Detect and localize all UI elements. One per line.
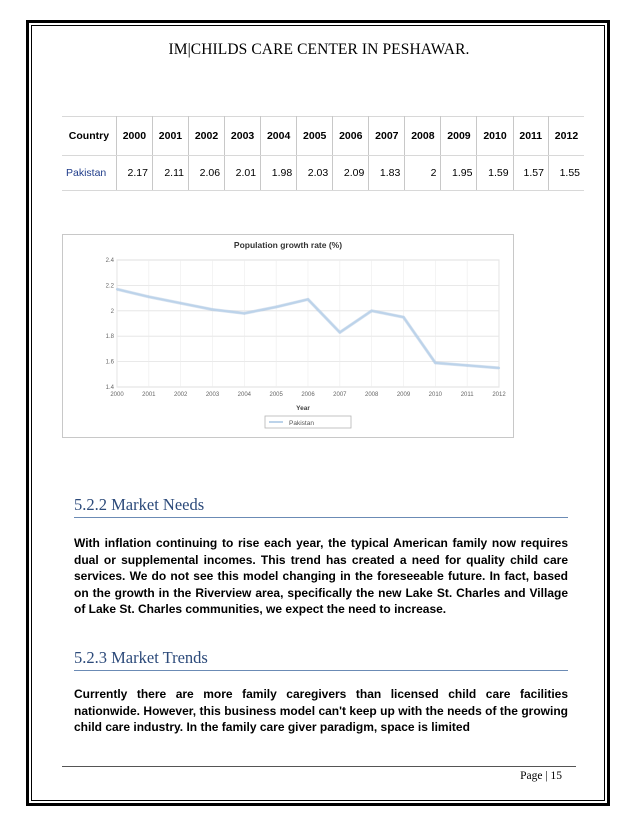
market-needs-paragraph: With inflation continuing to rise each year, the typical American family now requires dual or supplemental incomes. This trend has created a need for quality child care services. We do not see this model changing in the foreseeable future. In fact, based on the growth in the Riverview area, specifically the new Lake St. Charles and Village of Lake St. Charles communities, we expect the need to increase. [74, 536, 568, 616]
x-tick-label: 2004 [237, 392, 252, 398]
population-growth-chart [62, 234, 514, 438]
data-point [466, 364, 468, 366]
table-row [62, 156, 584, 191]
table-cell: 2.03 [297, 156, 333, 191]
table-cell: 2.11 [152, 156, 188, 191]
table-cell-country: Pakistan [62, 156, 116, 191]
table-cell: 2.01 [225, 156, 261, 191]
y-tick-label: 1.6 [105, 359, 114, 366]
x-tick-label: 2001 [142, 392, 156, 398]
section-divider [74, 517, 568, 518]
table-cell: 1.59 [477, 156, 513, 191]
x-tick-label: 2011 [460, 392, 474, 398]
table-header-cell: 2003 [225, 117, 261, 156]
chart-x-ticks [110, 392, 506, 398]
section-divider [74, 670, 568, 671]
table-cell: 2.17 [116, 156, 152, 191]
table-cell: 2.06 [188, 156, 224, 191]
data-point [211, 308, 213, 310]
growth-rate-table [62, 116, 584, 191]
data-point [116, 288, 118, 290]
table-header-cell: Country [62, 117, 116, 156]
table-header-cell: 2010 [477, 117, 513, 156]
table-cell: 1.98 [261, 156, 297, 191]
table-header-cell: 2006 [333, 117, 369, 156]
x-tick-label: 2008 [364, 392, 379, 398]
data-point [307, 298, 309, 300]
x-tick-label: 2003 [205, 392, 220, 398]
x-tick-label: 2000 [110, 392, 124, 398]
chart-canvas [63, 235, 513, 437]
table-cell: 1.83 [369, 156, 405, 191]
table-header-cell: 2011 [513, 117, 548, 156]
table-header-cell: 2005 [297, 117, 333, 156]
table-header-cell: 2008 [405, 117, 441, 156]
data-point [339, 331, 341, 333]
data-point [180, 302, 182, 304]
y-tick-label: 2.4 [105, 258, 114, 264]
table-header-row [62, 117, 584, 156]
x-tick-label: 2009 [396, 392, 411, 398]
chart-legend [265, 416, 351, 428]
market-trends-paragraph: Currently there are more family caregivers than licensed child care facilities nationwide. However, this business model can't keep up with the needs of the growing child care industry. In the family care giver paradigm, space is limited [74, 687, 568, 734]
table-header-cell: 2002 [188, 117, 224, 156]
y-tick-label: 1.8 [105, 334, 114, 341]
footer-divider [62, 766, 576, 767]
table-header-cell: 2004 [261, 117, 297, 156]
data-point [402, 316, 404, 318]
chart-title: Population growth rate (%) [233, 240, 343, 250]
table-header-cell: 2012 [548, 117, 584, 156]
table-cell: 1.57 [513, 156, 548, 191]
data-point [243, 312, 245, 314]
table-cell: 1.95 [441, 156, 477, 191]
table-header-cell: 2000 [116, 117, 152, 156]
table-cell: 2.09 [333, 156, 369, 191]
table-header-cell: 2007 [369, 117, 405, 156]
legend-label: Pakistan [289, 420, 314, 427]
section-heading-market-needs: 5.2.2 Market Needs [74, 495, 205, 514]
section-heading-market-trends: 5.2.3 Market Trends [74, 648, 208, 667]
table-cell: 1.55 [548, 156, 584, 191]
x-tick-label: 2006 [301, 392, 315, 398]
chart-x-axis-label: Year [296, 405, 310, 412]
x-tick-label: 2002 [173, 392, 188, 398]
data-point [498, 367, 500, 369]
x-tick-label: 2010 [428, 392, 443, 398]
y-tick-label: 2 [110, 308, 114, 315]
chart-gridlines [117, 260, 499, 387]
data-point [434, 362, 436, 364]
y-tick-label: 2.2 [105, 283, 114, 290]
data-point [275, 306, 277, 308]
page-header-title: IM|CHILDS CARE CENTER IN PESHAWAR. [168, 41, 470, 58]
chart-y-ticks [106, 258, 115, 391]
page-number: Page | 15 [520, 770, 562, 782]
x-tick-label: 2007 [333, 392, 347, 398]
table-cell: 2 [405, 156, 441, 191]
data-point [148, 296, 150, 298]
data-point [371, 310, 373, 312]
y-tick-label: 1.4 [105, 385, 114, 391]
x-tick-label: 2012 [492, 392, 506, 398]
table-header-cell: 2001 [152, 117, 188, 156]
table-header-cell: 2009 [441, 117, 477, 156]
x-tick-label: 2005 [269, 392, 283, 398]
